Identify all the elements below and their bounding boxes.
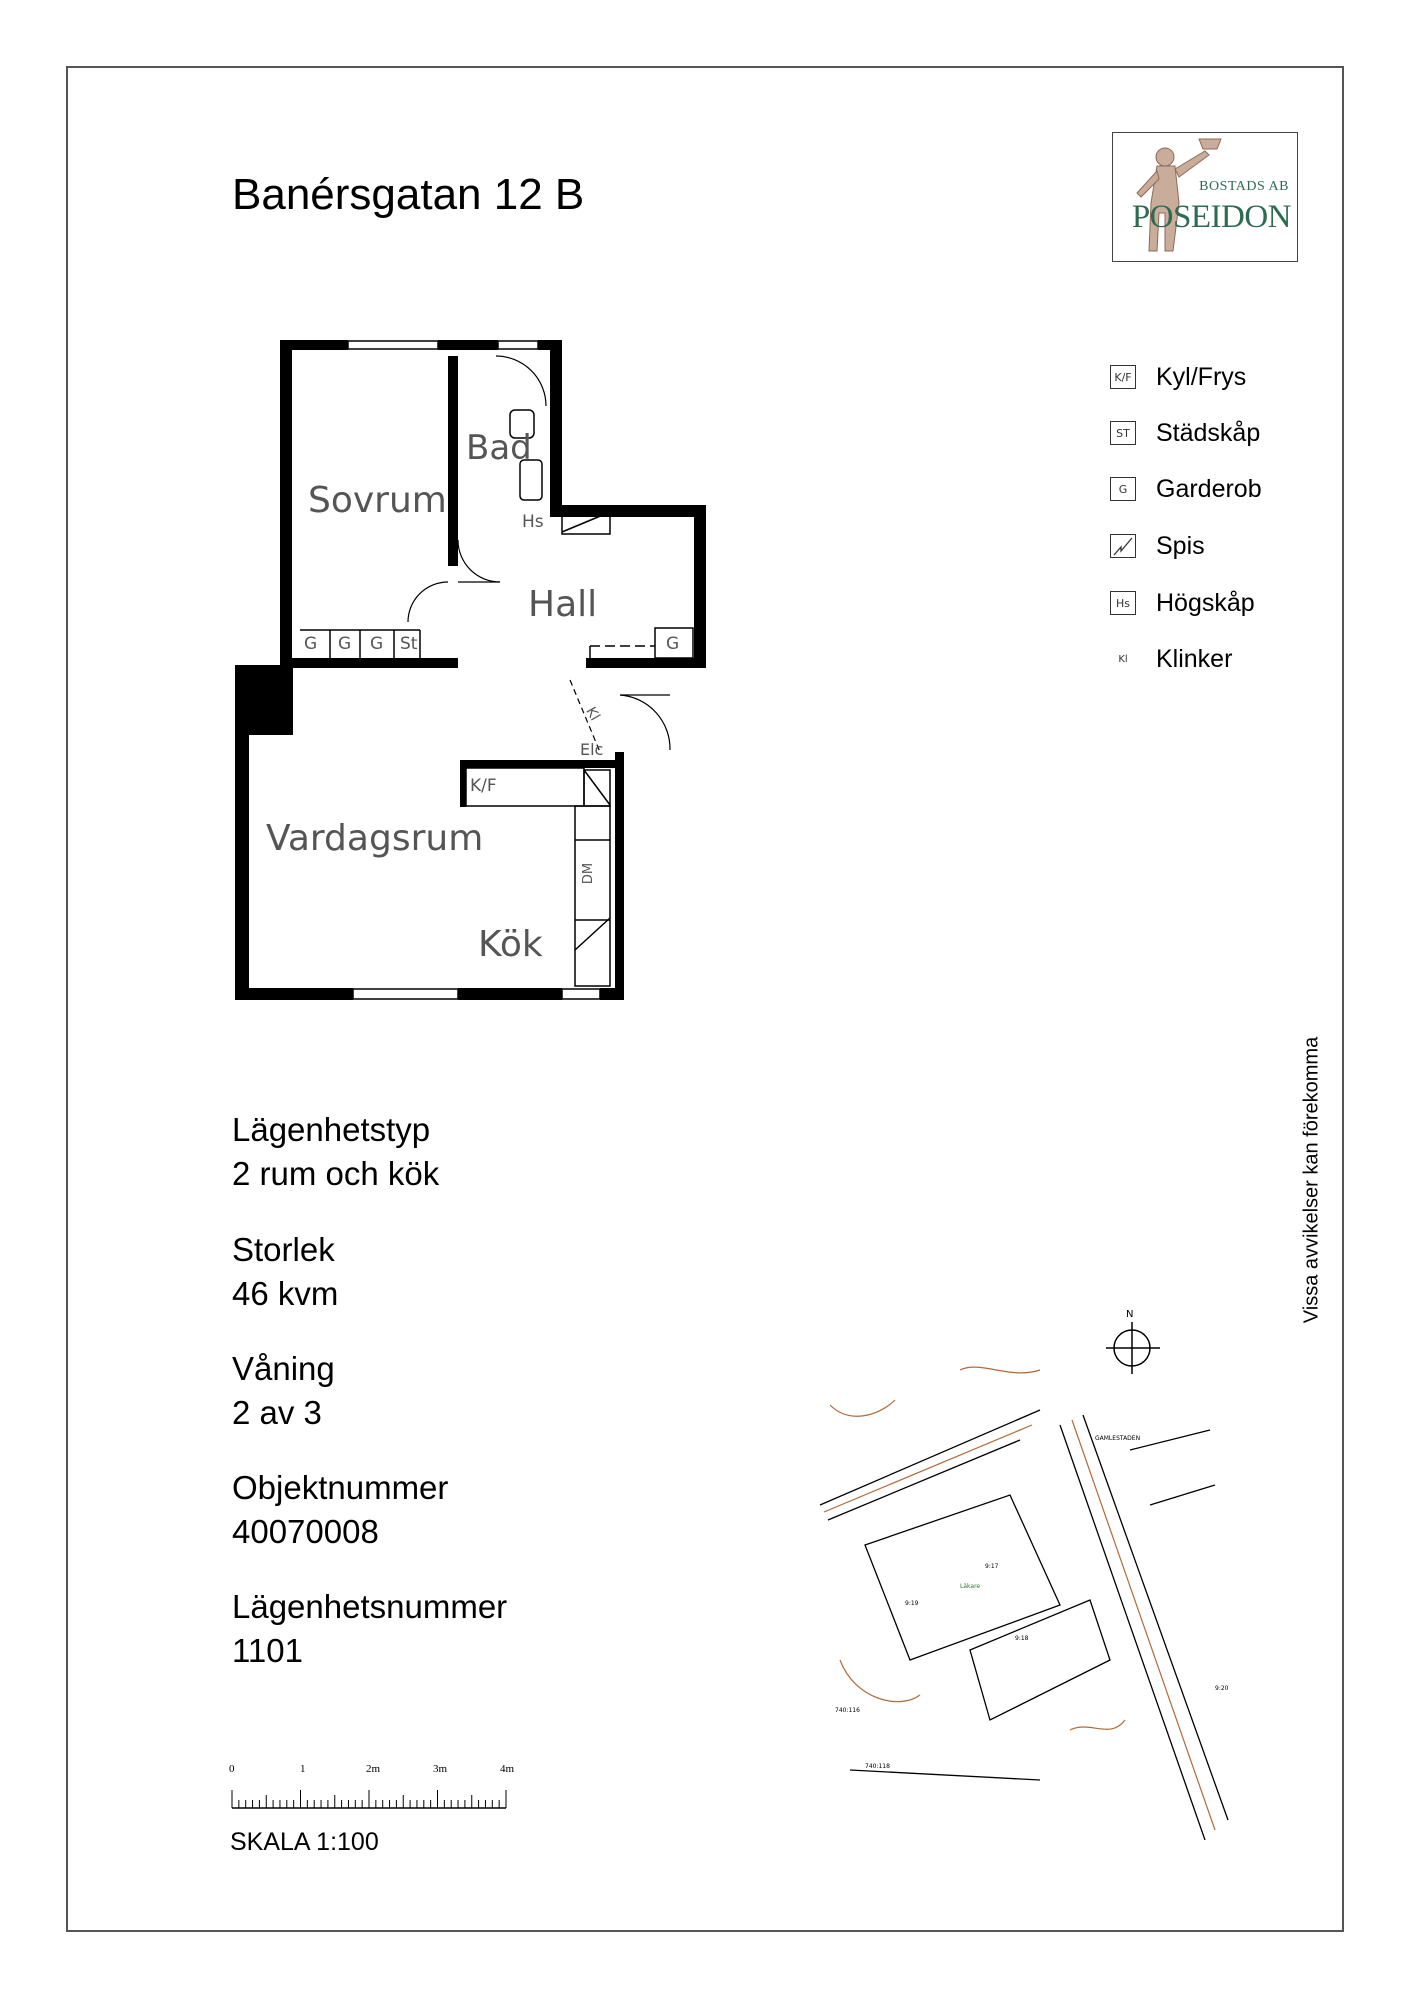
info-value: 2 av 3 — [232, 1394, 322, 1431]
logo-line1: BOSTADS AB — [1199, 179, 1289, 194]
legend-label: Kyl/Frys — [1156, 362, 1247, 391]
legend-label: Städskåp — [1156, 418, 1261, 447]
scale-tick-label: 3m — [433, 1763, 448, 1775]
scale-tick-label: 0 — [229, 1763, 235, 1775]
compass-icon — [1106, 1322, 1160, 1374]
room-bad: Bad — [466, 428, 532, 468]
info-label: Lägenhetstyp — [232, 1111, 431, 1148]
site-map — [810, 1300, 1250, 1840]
disclaimer-text: Vissa avvikelser kan förekomma — [1300, 1036, 1323, 1324]
wardrobe-mark: G — [338, 634, 352, 654]
legend-label: Garderob — [1156, 474, 1262, 503]
hogskap-icon: Hs — [1110, 591, 1136, 615]
info-value: 1101 — [232, 1632, 303, 1669]
stadskap-icon: ST — [1110, 421, 1136, 445]
map-label: Läkare — [960, 1583, 981, 1590]
wardrobe-mark: G — [304, 634, 318, 654]
scale-tick-label: 2m — [366, 1763, 381, 1775]
klinker-mark: Kl — [582, 704, 603, 724]
info-label: Storlek — [232, 1231, 335, 1268]
map-label: 740:116 — [835, 1707, 860, 1714]
high-cabinet-mark: Hs — [522, 512, 544, 532]
info-apartment-type — [232, 1108, 439, 1196]
scale-bar — [226, 1760, 526, 1820]
info-label: Våning — [232, 1350, 335, 1387]
info-value: 2 rum och kök — [232, 1155, 440, 1192]
info-object-number — [232, 1466, 448, 1554]
map-label: GAMLESTADEN — [1095, 1435, 1141, 1442]
cleaning-closet-mark: St — [400, 634, 418, 654]
dishwasher-mark: DM — [581, 862, 597, 885]
legend-label: Högskåp — [1156, 588, 1255, 617]
info-floor — [232, 1347, 335, 1435]
map-label: 9:18 — [1015, 1635, 1029, 1642]
info-size — [232, 1228, 338, 1316]
scale-tick-label: 1 — [300, 1763, 306, 1775]
info-value: 46 kvm — [232, 1275, 339, 1312]
map-label: 9:19 — [905, 1600, 919, 1607]
logo-line2: POSEIDON — [1131, 199, 1291, 235]
fridge-mark: K/F — [470, 776, 497, 796]
room-kok: Kök — [478, 924, 543, 965]
legend-label: Klinker — [1156, 644, 1233, 673]
kylfrys-icon: K/F — [1110, 365, 1136, 389]
map-label: 740:118 — [865, 1763, 890, 1770]
electric-cabinet-mark: Elc — [580, 740, 604, 759]
room-sovrum: Sovrum — [308, 480, 447, 521]
info-value: 40070008 — [232, 1513, 379, 1550]
scale-label: SKALA 1:100 — [230, 1828, 379, 1856]
scale-tick-label: 4m — [500, 1763, 515, 1775]
room-vardagsrum: Vardagsrum — [266, 818, 484, 859]
wardrobe-mark: G — [666, 634, 680, 654]
wardrobe-mark: G — [370, 634, 384, 654]
garderob-icon: G — [1110, 477, 1136, 501]
page-title: Banérsgatan 12 B — [232, 170, 585, 219]
map-label: 9:20 — [1215, 1685, 1229, 1692]
room-hall: Hall — [528, 584, 598, 625]
legend-label: Spis — [1156, 531, 1205, 560]
north-label: N — [1126, 1309, 1134, 1320]
info-label: Lägenhetsnummer — [232, 1588, 508, 1625]
klinker-icon: Kl — [1118, 653, 1128, 665]
map-label: 9:17 — [985, 1563, 999, 1570]
info-apartment-number — [232, 1585, 507, 1673]
info-label: Objektnummer — [232, 1469, 449, 1506]
